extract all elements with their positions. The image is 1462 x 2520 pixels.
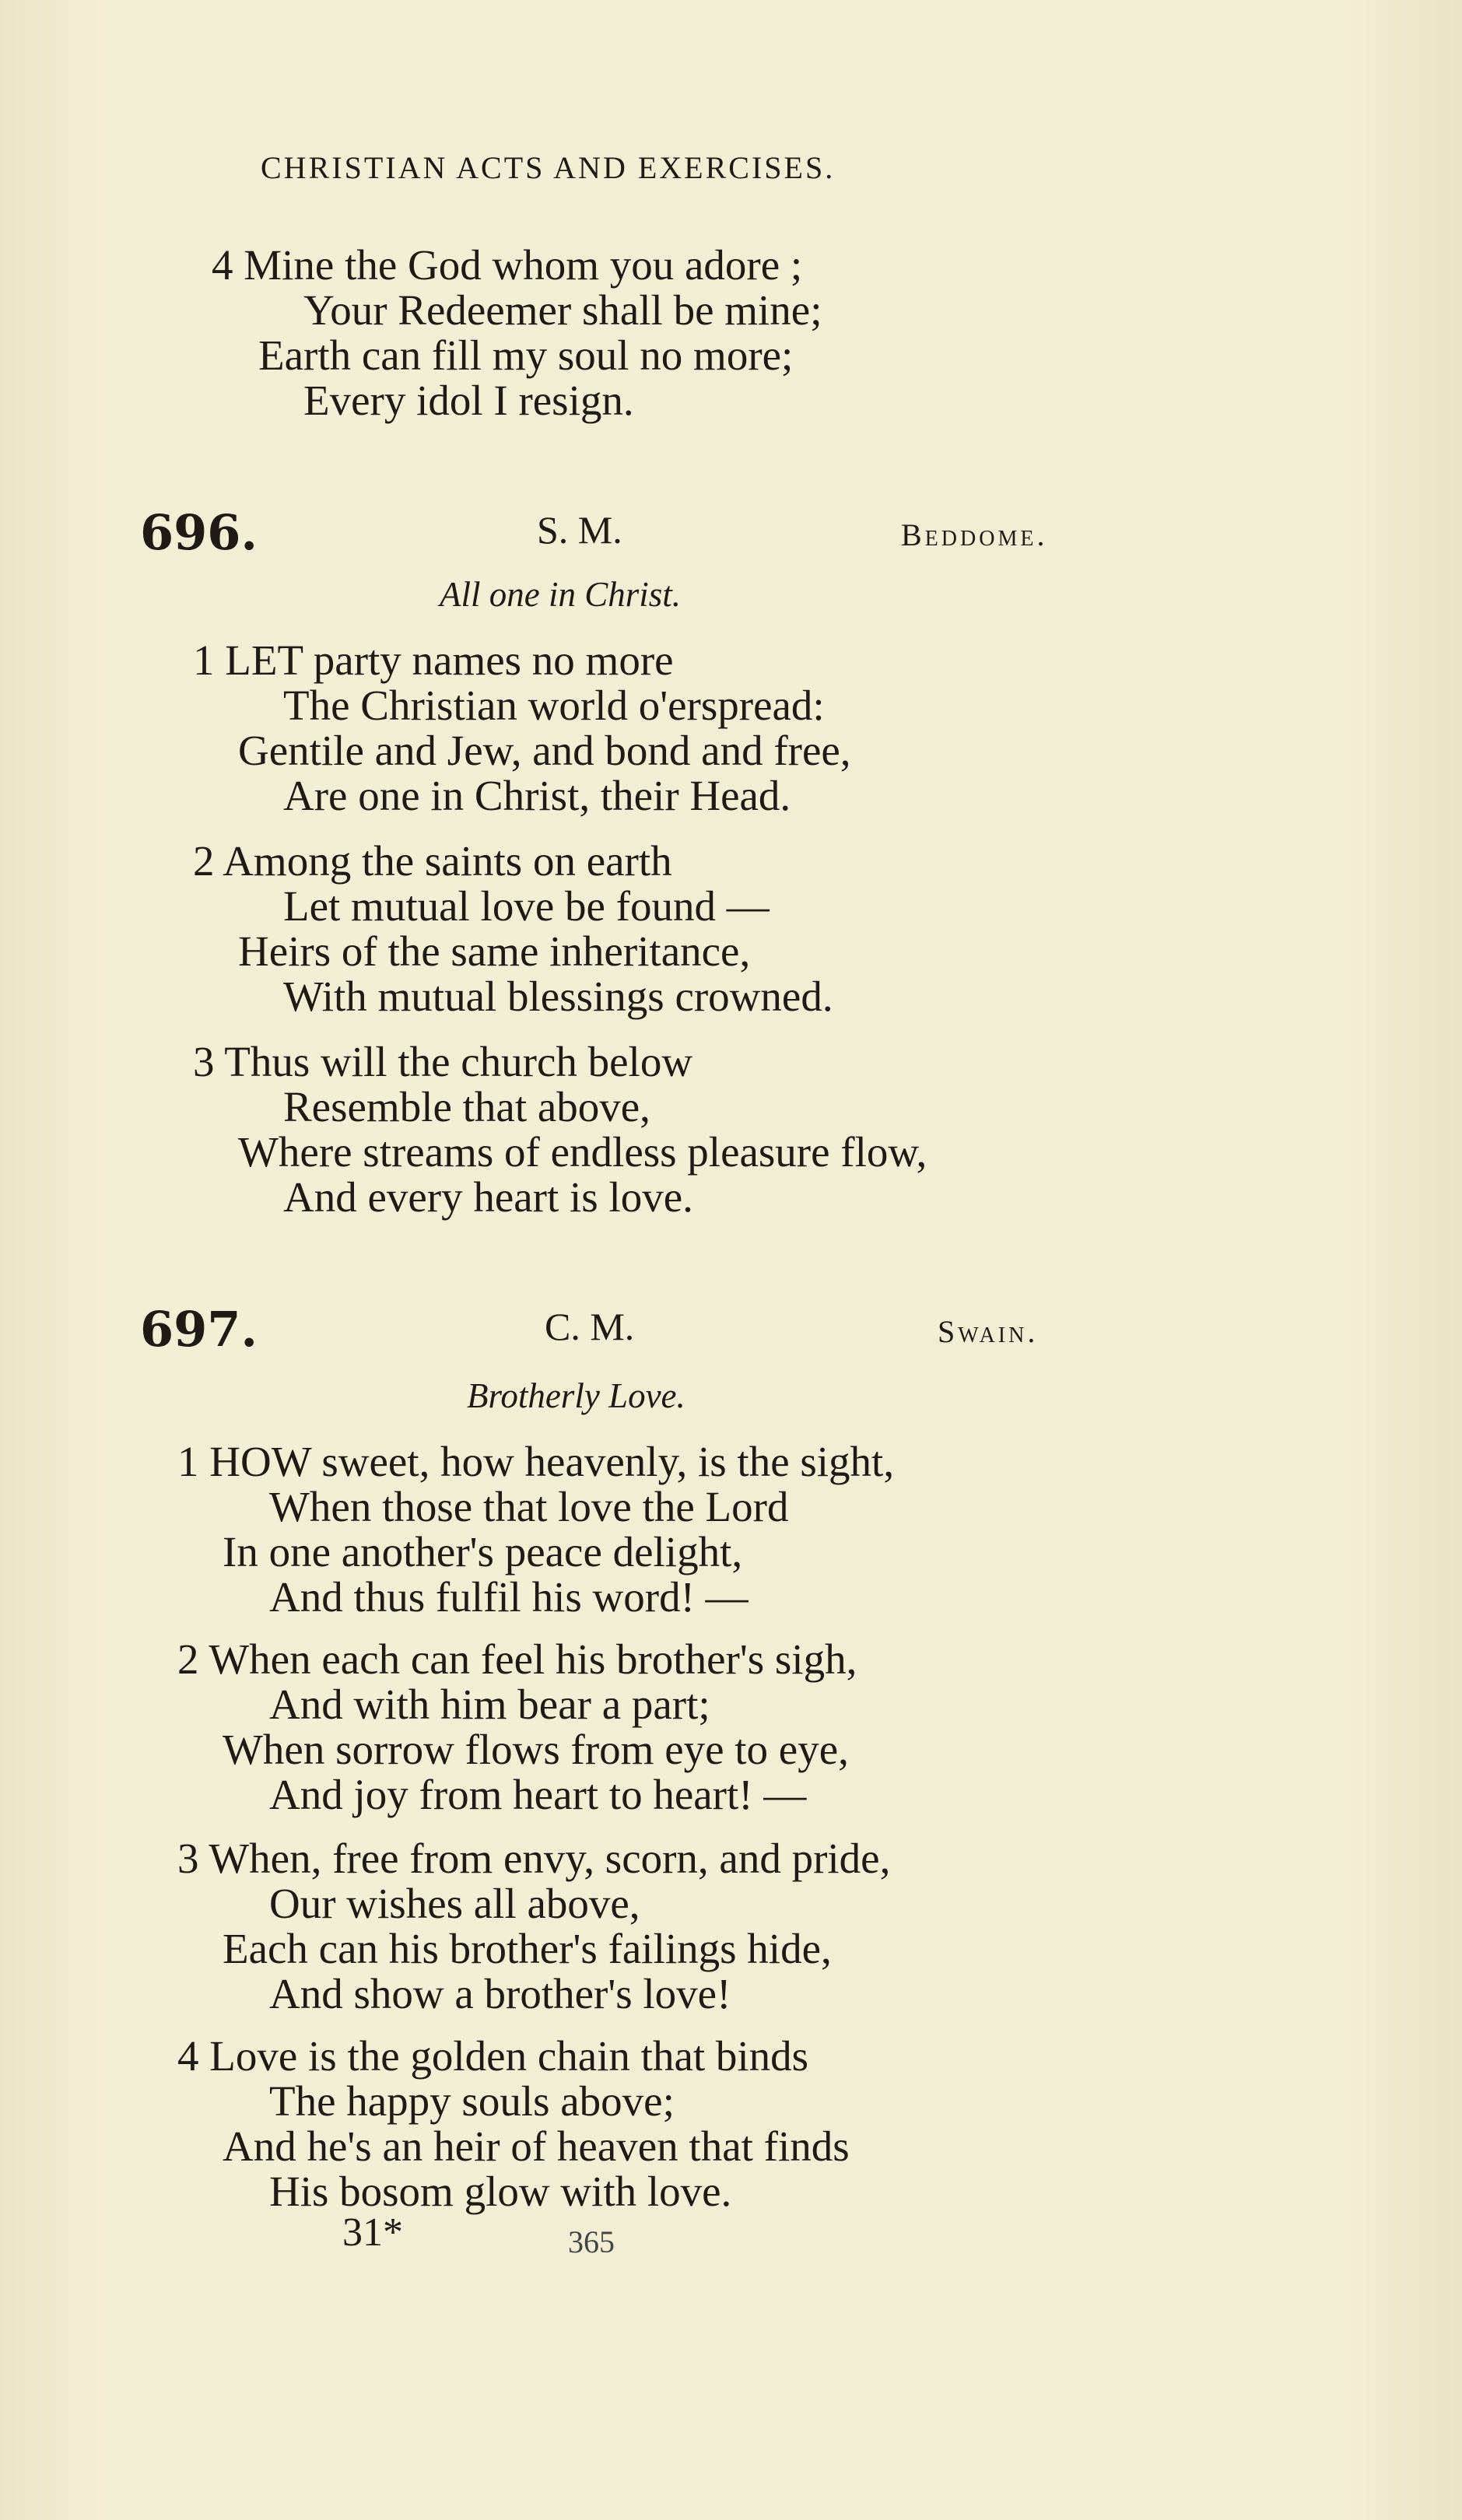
hymn-number: 696. xyxy=(140,504,258,561)
verse-line: And he's an heir of heaven that finds xyxy=(223,2122,850,2170)
hymn-meter: S. M. xyxy=(537,508,622,552)
verse-line: Are one in Christ, their Head. xyxy=(283,772,791,819)
verse-line: 2 Among the saints on earth xyxy=(193,837,672,885)
signature-mark: 31* xyxy=(342,2210,403,2255)
verse-line: 1 HOW sweet, how heavenly, is the sight, xyxy=(177,1438,895,1485)
verse-line: When those that love the Lord xyxy=(269,1483,789,1530)
verse-line: 2 When each can feel his brother's sigh, xyxy=(177,1635,857,1683)
verse-line: 3 When, free from envy, scorn, and pride, xyxy=(177,1835,891,1882)
verse-line: When sorrow flows from eye to eye, xyxy=(223,1726,849,1773)
verse-line: Our wishes all above, xyxy=(269,1880,640,1927)
verse-line: With mutual blessings crowned. xyxy=(283,973,833,1020)
verse-line: Resemble that above, xyxy=(283,1083,650,1130)
verse-line: Each can his brother's failings hide, xyxy=(223,1925,832,1972)
hymn-author: Swain. xyxy=(938,1314,1039,1349)
verse-line: And with him bear a part; xyxy=(269,1681,710,1728)
carryover-line: Earth can fill my soul no more; xyxy=(258,331,794,379)
carryover-line: 4 Mine the God whom you adore ; xyxy=(212,241,803,289)
verse-line: In one another's peace delight, xyxy=(223,1528,743,1575)
hymn-title: Brotherly Love. xyxy=(467,1376,685,1415)
carryover-line: Every idol I resign. xyxy=(303,377,634,424)
verse-line: And every heart is love. xyxy=(283,1173,693,1221)
verse-line: 3 Thus will the church below xyxy=(193,1038,693,1085)
hymn-number: 697. xyxy=(140,1301,258,1358)
verse-line: And show a brother's love! xyxy=(269,1970,731,2017)
verse-line: 1 LET party names no more xyxy=(193,636,674,684)
verse-line: Let mutual love be found — xyxy=(283,882,770,930)
verse-line: And joy from heart to heart! — xyxy=(269,1771,807,1818)
carryover-line: Your Redeemer shall be mine; xyxy=(303,286,822,334)
page-number: 365 xyxy=(568,2224,615,2259)
verse-line: The Christian world o'erspread: xyxy=(283,682,825,729)
hymn-title: All one in Christ. xyxy=(440,575,682,614)
running-head: CHRISTIAN ACTS AND EXERCISES. xyxy=(261,150,836,185)
verse-line: And thus fulfil his word! — xyxy=(269,1573,749,1621)
verse-line: Heirs of the same inheritance, xyxy=(238,927,751,975)
verse-line: The happy souls above; xyxy=(269,2077,675,2125)
hymn-meter: C. M. xyxy=(545,1305,635,1348)
verse-line: Where streams of endless pleasure flow, xyxy=(238,1128,927,1176)
verse-line: 4 Love is the golden chain that binds xyxy=(177,2032,809,2080)
verse-line: Gentile and Jew, and bond and free, xyxy=(238,727,851,774)
verse-line: His bosom glow with love. xyxy=(269,2168,732,2215)
hymn-author: Beddome. xyxy=(901,517,1048,552)
